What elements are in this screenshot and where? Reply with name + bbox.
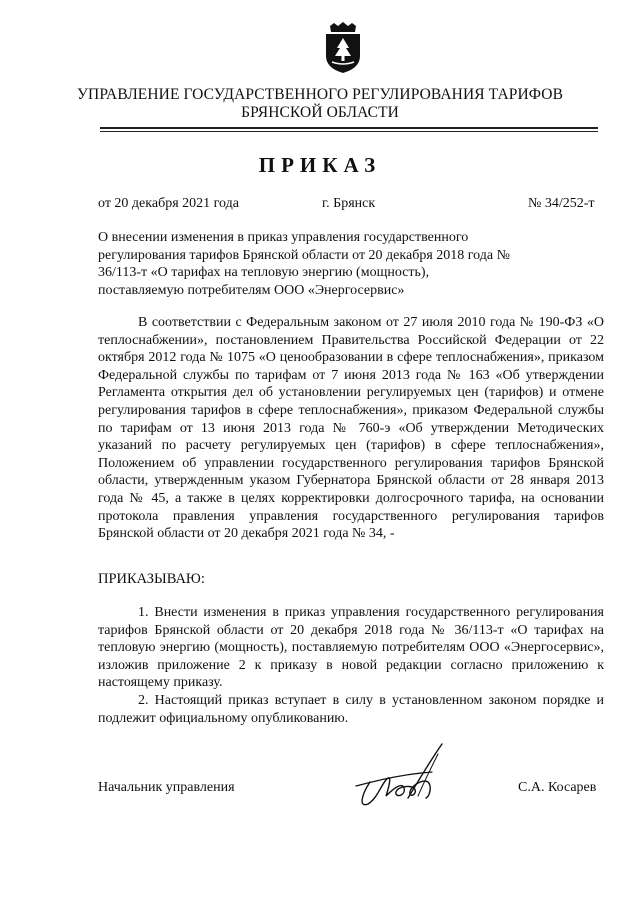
organization-name-line1: УПРАВЛЕНИЕ ГОСУДАРСТВЕННОГО РЕГУЛИРОВАНИЯ ТАРИФОВ [76,86,564,103]
header-divider-thin [100,131,598,132]
coat-of-arms-icon [322,22,364,74]
document-number: № 34/252-т [528,196,595,211]
document-city: г. Брянск [322,196,376,211]
handwritten-signature [348,742,458,814]
organization-name-line2: БРЯНСКОЙ ОБЛАСТИ [241,104,399,121]
header-divider-thick [100,127,598,129]
document-subject: О внесении изменения в приказ управления государственного регулирования тарифов Брянской области от 20 декабря 2018 года № 36/113-т «О тарифах на тепловую энергию (мощность), поставляемую потребителям ООО «Энергосервис» [98,230,510,298]
preamble-paragraph: В соответствии с Федеральным законом от 27 июля 2010 года № 190-ФЗ «О теплоснабжении», постановлением Правительства Российской Федерации от 22 октября 2012 года № 1075 «О ценообразовании в сфере теплоснабжения», приказом Федеральной службы по тарифам от 7 июня 2013 года № 163 «Об утверждении Регламента открытия дел об установлении регулируемых цен (тарифов) и отмене регулирования тарифов в сфере теплоснабжения», приказом Федеральной службы по тарифам от 13 июня 2013 года № 760-э «Об утверждении Методических указаний по расчету регулируемых цен (тарифов) в сфере теплоснабжения», Положением об управлении государственного регулирования тарифов Брянской области, утвержденным указом Губернатора Брянской области от 28 января 2013 года № 45, а также в целях корректировки долгосрочного тарифа, на основании протокола правления управления государственного регулирования тарифов Брянской области от 20 декабря 2021 года № 34, - [98,315,604,542]
order-item-1: 1. Внести изменения в приказ управления государственного регулирования тарифов Брянской области от 20 декабря 2018 года № 36/113-т «О тарифах на тепловую энергию (мощность), поставляемую потребителям ООО «Энергосервис», изложив приложение 2 к приказу в новой редакции согласно приложению к настоящему приказу. [98,605,604,691]
document-title: ПРИКАЗ [258,153,382,177]
signer-name: С.А. Косарев [518,780,597,795]
decree-heading: ПРИКАЗЫВАЮ: [98,571,205,587]
signer-title: Начальник управления [98,780,235,795]
order-item-2: 2. Настоящий приказ вступает в силу в установленном законом порядке и подлежит официальному опубликованию. [98,693,604,726]
document-date: от 20 декабря 2021 года [98,196,239,211]
